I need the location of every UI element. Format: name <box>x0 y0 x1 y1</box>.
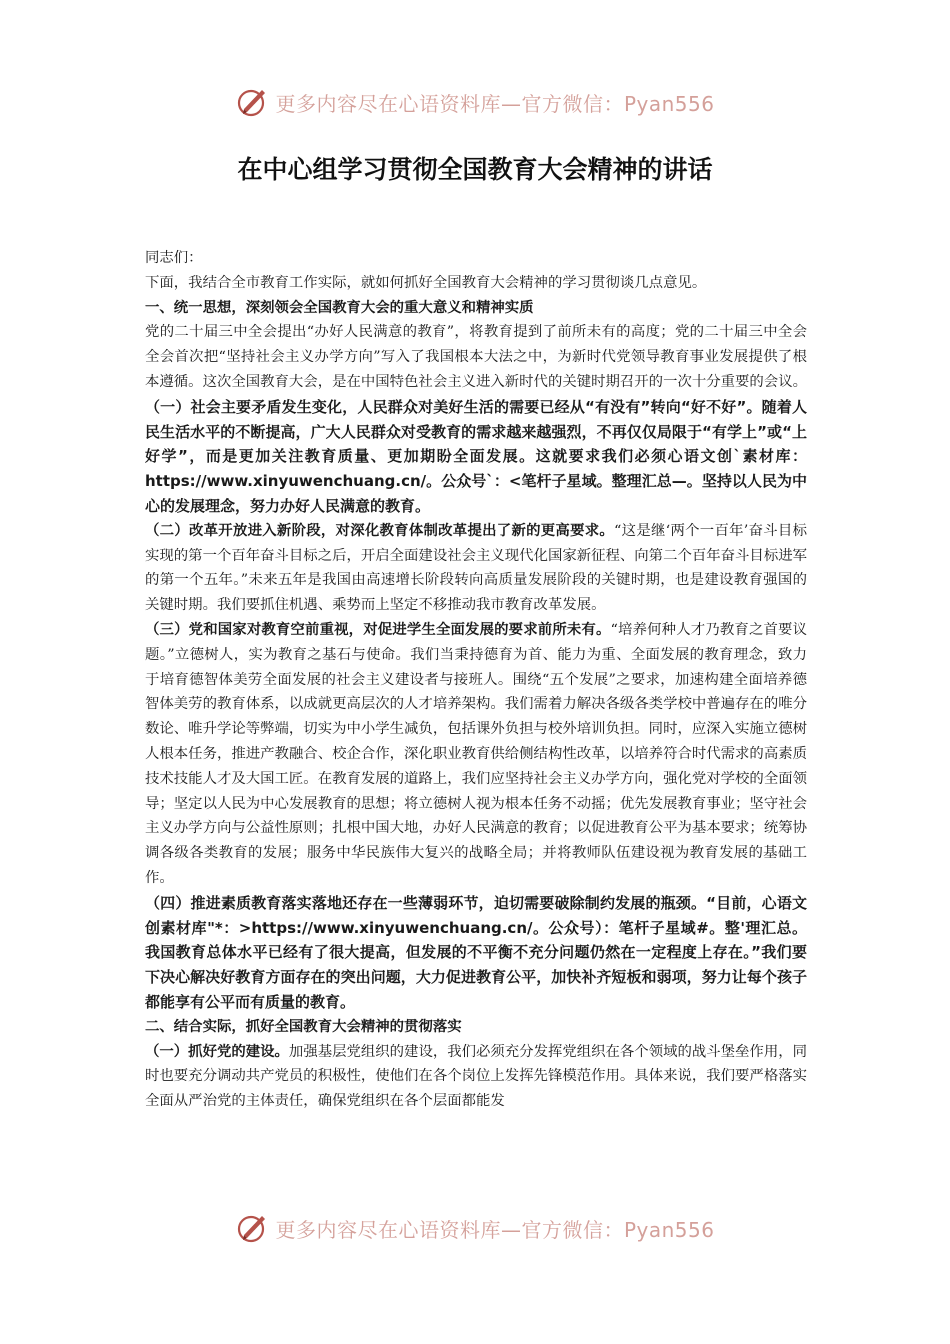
document-body <box>145 246 807 1114</box>
point-2-text: “这是继‘两个一百年’奋斗目标实现的第一个百年奋斗目标之后，开启全面建设社会主义现代化国家新征程、向第二个百年奋斗目标进军的第一个五年。”未来五年是我国由高速增长阶段转向高质量发展阶段的关键时期，也是建设教育强国的关键时期。我们要抓住机遇、乘势而上坚定不移推动我市教育改革发展。 <box>145 522 807 614</box>
pen-logo-icon <box>235 1210 271 1246</box>
body-paragraph: 党的二十届三中全会提出“办好人民满意的教育”，将教育提到了前所未有的高度；党的二十届三中全会全会首次把“坚持社会主义办学方向”写入了我国根本大法之中，为新时代党领导教育事业发展提供了根本遵循。这次全国教育大会，是在中国特色社会主义进入新时代的关键时期召开的一次十分重要的会议。 <box>145 324 807 390</box>
banner-text: 更多内容尽在心语资料库—官方微信：Pyan556 <box>275 1217 715 1242</box>
pen-logo-icon <box>235 84 271 120</box>
page-title: 在中心组学习贯彻全国教育大会精神的讲话 <box>237 155 713 184</box>
section-2-point-1-text: 加强基层党组织的建设，我们必须充分发挥党组织在各个领域的战斗堡垒作用，同时也要充分调动共产党员的积极性，使他们在各个岗位上发挥先锋模范作用。具体来说，我们要严格落实全面从严治党的主体责任，确保党组织在各个层面都能发 <box>145 1043 807 1110</box>
section-heading-2: 二、结合实际，抓好全国教育大会精神的贯彻落实 <box>145 1018 462 1035</box>
section-heading-1: 一、统一思想，深刻领会全国教育大会的重大意义和精神实质 <box>145 299 534 316</box>
salutation: 同志们： <box>145 250 203 266</box>
point-4-paragraph: （四）推进素质教育落实落地还存在一些薄弱环节，迫切需要破除制约发展的瓶颈。“目前，心语文创素材库"*：>https://www.xinyuwenchuang.cn/。公众号）：笔杆子星域#。整'理汇总。我国教育总体水平已经有了很大提高，但发展的不平衡不充分问题仍然在一定程度上存在。”我们要下决心解决好教育方面存在的突出问题，大力促进教育公平，加快补齐短板和弱项，努力让每个孩子都能享有公平而有质量的教育。 <box>145 893 807 1011</box>
banner-text: 更多内容尽在心语资料库—官方微信：Pyan556 <box>275 91 715 116</box>
section-2-point-1-paragraph <box>145 1040 807 1114</box>
footer-banner <box>0 1208 950 1248</box>
point-3-paragraph <box>145 618 807 891</box>
point-2-lead: （二）改革开放进入新阶段，对深化教育体制改革提出了新的更高要求。 <box>145 522 615 539</box>
intro-paragraph: 下面，我结合全市教育工作实际，就如何抓好全国教育大会精神的学习贯彻谈几点意见。 <box>145 274 707 291</box>
header-banner <box>0 82 950 122</box>
point-1-paragraph: （一）社会主要矛盾发生变化，人民群众对美好生活的需要已经从“有没有”转向“好不好”。随着人民生活水平的不断提高，广大人民群众对受教育的需求越来越强烈，不再仅仅局限于“有学上”或“上好学”，而是更加关注教育质量、更加期盼全面发展。这就要求我们必须心语文创`素材库：https://www.xinyuwenchuang.cn/。公众号`：<笔杆子星域。整理汇总—。坚持以人民为中心的发展理念，努力办好人民满意的教育。 <box>145 397 807 515</box>
point-2-paragraph <box>145 519 807 618</box>
point-3-lead: （三）党和国家对教育空前重视，对促进学生全面发展的要求前所未有。 <box>145 621 611 638</box>
section-2-point-1-lead: （一）抓好党的建设。 <box>145 1043 289 1060</box>
point-3-text: “培养何种人才乃教育之首要议题。”立德树人，实为教育之基石与使命。我们当秉持德育为首、能力为重、全面发展的教育理念，致力于培育德智体美劳全面发展的社会主义建设者与接班人。围绕“五个发展”之要求，加速构建全面培养德智体美劳的教育体系，以成就更高层次的人才培养架构。我们需着力解决各级各类学校中普遍存在的唯分数论、唯升学论等弊端，切实为中小学生减负，包括课外负担与校外培训负担。同时，应深入实施立德树人根本任务，推进产教融合、校企合作，深化职业教育供给侧结构性改革，以培养符合时代需求的高素质技术技能人才及大国工匠。在教育发展的道路上，我们应坚持社会主义办学方向，强化党对学校的全面领导；坚定以人民为中心发展教育的思想；将立德树人视为根本任务不动摇；优先发展教育事业；坚守社会主义办学方向与公益性原则；扎根中国大地，办好人民满意的教育；以促进教育公平为基本要求；统筹协调各级各类教育的发展；服务中华民族伟大复兴的战略全局；并将教师队伍建设视为教育发展的基础工作。 <box>145 621 807 886</box>
